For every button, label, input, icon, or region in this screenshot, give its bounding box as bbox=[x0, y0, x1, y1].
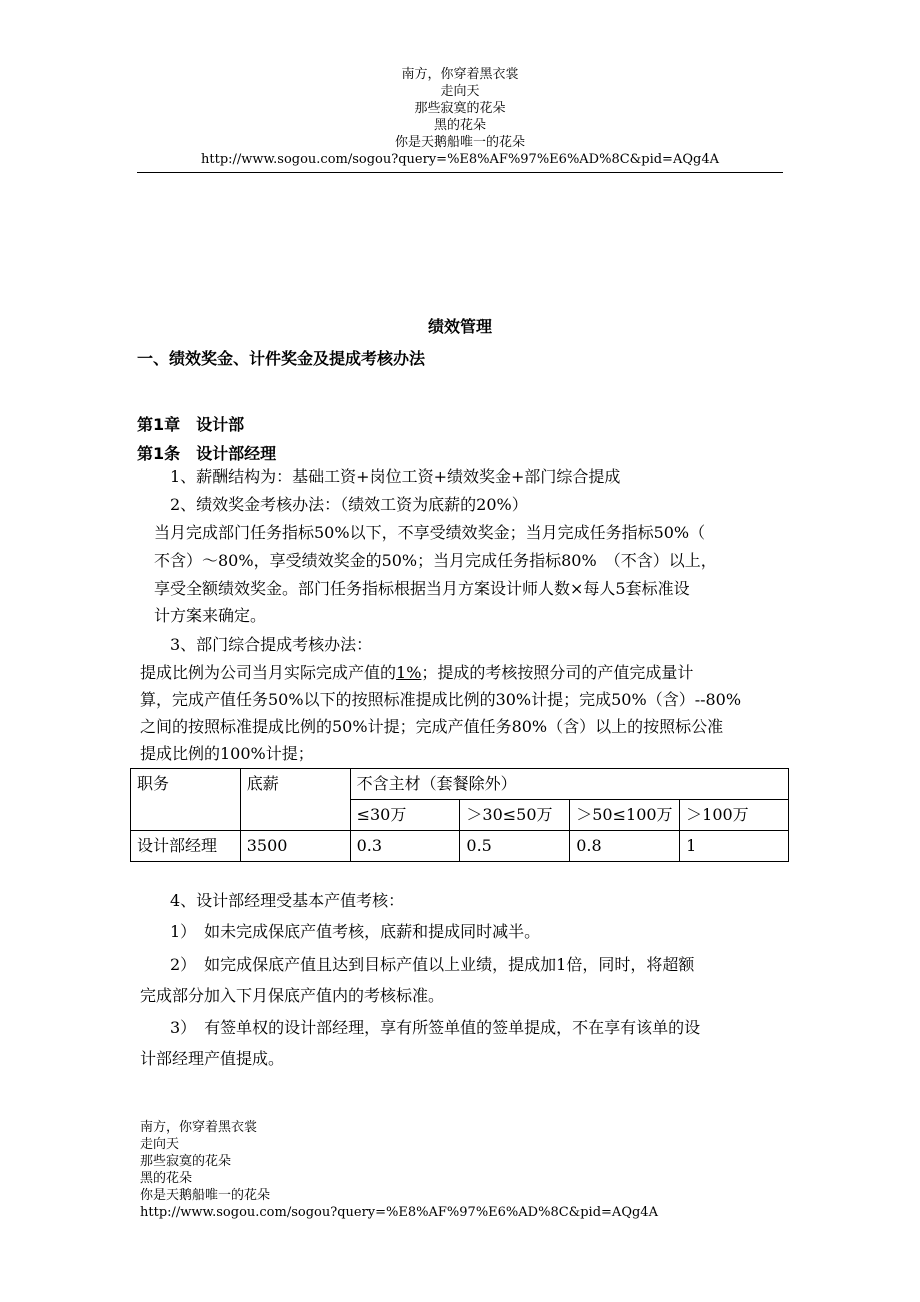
item-3-line: 算，完成产值任务50%以下的按照标准提成比例的30%计提；完成50%（含）--80% bbox=[140, 690, 742, 709]
table-row bbox=[131, 831, 789, 862]
cell-rate: 0.5 bbox=[460, 831, 570, 862]
group-header: 不含主材（套餐除外） bbox=[350, 769, 788, 800]
item-3: 3、部门综合提成考核办法： bbox=[170, 635, 373, 654]
tier-header: ＞30≤50万 bbox=[460, 800, 570, 831]
point-2: 2） 如完成保底产值且达到目标产值以上业绩，提成加1倍，同时，将超额 bbox=[170, 955, 695, 974]
item-3-text: 提成比例为公司当月实际完成产值的 bbox=[140, 663, 397, 682]
footer-line: 黑的花朵 bbox=[140, 1171, 193, 1186]
col-position-header: 职务 bbox=[131, 769, 241, 831]
item-3-line bbox=[140, 660, 693, 686]
header-line: 走向天 bbox=[440, 84, 480, 99]
item-2-line: 享受全额绩效奖金。部门任务指标根据当月方案设计师人数×每人5套标准设 bbox=[154, 579, 690, 598]
item-3-line: 提成比例的100%计提； bbox=[140, 744, 314, 763]
item-3-text: ；提成的考核按照分司的产值完成量计 bbox=[421, 663, 694, 682]
page-footer bbox=[140, 1119, 658, 1221]
cell-rate: 0.8 bbox=[570, 831, 680, 862]
cell-position: 设计部经理 bbox=[131, 831, 241, 862]
point-2-cont: 完成部分加入下月保底产值内的考核标准。 bbox=[140, 986, 445, 1005]
header-line: 南方，你穿着黑衣裳 bbox=[401, 67, 519, 82]
header-url[interactable]: http://www.sogou.com/sogou?query=%E8%AF%97%E6%AD%8C&pid=AQg4A bbox=[201, 152, 719, 167]
header-line: 你是天鹅船唯一的花朵 bbox=[394, 135, 525, 150]
footer-line: 那些寂寞的花朵 bbox=[140, 1154, 232, 1169]
item-4: 4、设计部经理受基本产值考核： bbox=[170, 891, 405, 910]
footer-url[interactable]: http://www.sogou.com/sogou?query=%E8%AF%97%E6%AD%8C&pid=AQg4A bbox=[140, 1205, 658, 1220]
chapter-heading: 第1章 设计部 bbox=[137, 415, 245, 434]
cell-rate: 1 bbox=[680, 831, 789, 862]
commission-table bbox=[130, 768, 789, 862]
footer-line: 你是天鹅船唯一的花朵 bbox=[140, 1188, 271, 1203]
item-2-line: 计方案来确定。 bbox=[154, 606, 267, 625]
cell-rate: 0.3 bbox=[350, 831, 460, 862]
page-header bbox=[0, 66, 920, 168]
item-2-line: 当月完成部门任务指标50%以下，不享受绩效奖金；当月完成任务指标50%（ bbox=[154, 523, 706, 542]
document-title: 绩效管理 bbox=[427, 317, 492, 336]
section-heading: 一、绩效奖金、计件奖金及提成考核办法 bbox=[137, 349, 426, 368]
footer-line: 走向天 bbox=[140, 1137, 180, 1152]
tier-header: ≤30万 bbox=[350, 800, 460, 831]
cell-base: 3500 bbox=[240, 831, 350, 862]
item-2-line: 不含）～80%，享受绩效奖金的50%；当月完成任务指标80% （不含）以上， bbox=[154, 551, 717, 570]
tier-header: ＞50≤100万 bbox=[570, 800, 680, 831]
header-divider bbox=[137, 172, 783, 173]
item-2: 2、绩效奖金考核办法：（绩效工资为底薪的20%） bbox=[170, 495, 528, 514]
header-line: 黑的花朵 bbox=[433, 118, 486, 133]
item-3-line: 之间的按照标准提成比例的50%计提；完成产值任务80%（含）以上的按照标公准 bbox=[140, 717, 724, 736]
point-3-cont: 计部经理产值提成。 bbox=[140, 1049, 285, 1068]
rate-underlined: 1% bbox=[396, 663, 422, 682]
point-3: 3） 有签单权的设计部经理，享有所签单值的签单提成，不在享有该单的设 bbox=[170, 1018, 701, 1037]
header-line: 那些寂寞的花朵 bbox=[414, 101, 506, 116]
footer-line: 南方，你穿着黑衣裳 bbox=[140, 1120, 258, 1135]
article-heading: 第1条 设计部经理 bbox=[137, 444, 277, 463]
tier-header: ＞100万 bbox=[680, 800, 789, 831]
item-1: 1、薪酬结构为：基础工资+岗位工资+绩效奖金+部门综合提成 bbox=[170, 467, 621, 486]
point-1: 1） 如未完成保底产值考核，底薪和提成同时减半。 bbox=[170, 922, 541, 941]
col-base-header: 底薪 bbox=[240, 769, 350, 831]
